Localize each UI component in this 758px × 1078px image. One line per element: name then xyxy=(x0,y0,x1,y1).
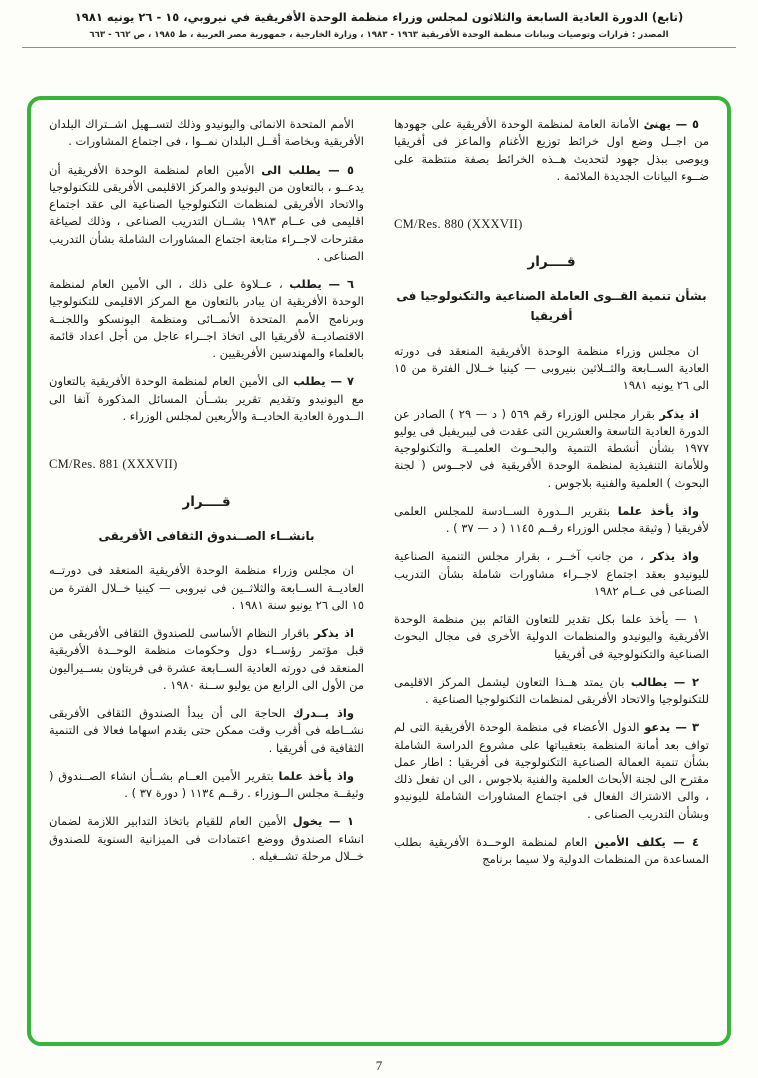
text-run: بشأن تنمية القــوى العاملة الصناعية والتكنولوجيا فى أفريقيا xyxy=(396,289,707,324)
page-header xyxy=(22,8,736,48)
text-run: بتقرير الأمين العــام بشــأن انشاء الصــندوق ( وثيقــة مجلس الــوزراء . رقــم ١١٣٤ ( دورة ٣٧ ) . xyxy=(49,768,364,801)
text-run: الحاجة الى أن يبدأ الصندوق الثقافى الأفريقى نشــاطه فى أقرب وقت ممكن حتى يقدم اسهاما فعالا فى التنمية الثقافية فى أفريقيا . xyxy=(49,706,364,755)
resolution-title xyxy=(49,492,364,512)
header-source-citation: المصدر : قرارات وتوصيات وبيانات منظمة الوحدة الأفريقية ١٩٦٣ - ١٩٨٣ ، وزارة الخارجية ، جمهورية مصر العربية ، ط ١٩٨٥ ، ص ٦٦٢ - ٦٦٣ xyxy=(89,30,669,41)
text-run: الى الأمين العام لمنظمة الوحدة الأفريقية بالتعاون مع اليونيدو وتقديم تقرير بشــأن المسائل المذكورة آنفا الى الــدورة العادية الحاديــة والأربعين لمجلس الوزراء . xyxy=(49,374,364,423)
paragraph xyxy=(394,406,709,492)
paragraph-lead: ٧ — يطلب xyxy=(293,374,355,389)
paragraph xyxy=(394,611,709,663)
paragraph xyxy=(49,116,364,151)
paragraph xyxy=(394,116,709,185)
text-run: ، من جانب آخــر ، بقرار مجلس التنمية الصناعية لليونيدو بعقد اجتماع لاجــراء مشاورات شاملة بشأن التدريب الصناعى فى عــام ١٩٨٢ xyxy=(394,549,709,598)
paragraph-lead: ٥ — يهنئ xyxy=(643,117,700,131)
paragraph-lead: ٣ — يدعو xyxy=(644,720,699,735)
paragraph xyxy=(49,562,364,614)
text-columns xyxy=(49,116,709,1032)
paragraph-lead: اذ يذكر xyxy=(659,406,700,421)
text-run: ١ — يأخذ علما بكل تقدير للتعاون القائم بين منظمة الوحدة الأفريقية واليونيدو والمنظمات الدولية الأخرى فى مجال البحوث الصناعية والتكنولوجية فى أفريقيا xyxy=(394,612,709,661)
text-run: بانشــاء الصــندوق الثقافى الأفريقى xyxy=(98,529,315,543)
text-run: باقرار النظام الأساسى للصندوق الثقافى الأفريقى من قبل مؤتمر رؤســاء دول وحكومات منظمة الوحــدة الأفريقية المنعقد فى دورته العادية الســابعة عشرة فى فريتاون بســيراليون من الأول الى الرابع من يوليو ســنة ١٩٨٠ . xyxy=(49,626,364,692)
text-run: ، عــلاوة على ذلك ، الى الأمين العام لمنظمة الوحدة الأفريقية ان يبادر بالتعاون مع المركز الاقليمى للتكنولوجيا وبرنامج الأمم المتحدة الأنمــائى ومنظمة اليونسكو واللجنــة الاقتصاديــة لأفريقيا الى اتخاذ اجــراء عاجل من أجل اعداد قائمة بالعلماء والمهندسين الأفريقيين . xyxy=(49,277,364,360)
paragraph-lead: ٢ — يطالب xyxy=(630,674,699,689)
text-run: العام لمنظمة الوحــدة الأفريقية بطلب المساعدة من المنظمات الدولية ولا سيما برنامج xyxy=(394,834,709,867)
text-run: ان مجلس وزراء منظمة الوحدة الأفريقية المنعقد فى دورته العادية الســابعة والثــلاثين بنيروبى — كينيا خــلال الفترة من ١٥ الى ٢٦ يونيه ١٩٨١ xyxy=(394,343,709,393)
text-run: بتقرير الــدورة الســادسة للمجلس العلمى لأفريقيا ( وثيقة مجلس الوزراء رقــم ١١٤٥ ( د — ٣٧ ) . xyxy=(394,503,709,536)
resolution-subtitle xyxy=(49,526,364,546)
text-run: الأمين العام لمنظمة الوحدة الأفريقية أن يدعــو ، بالتعاون من اليونيدو والمركز الاقليمى الأفريقى للتكنولوجيا والاتحاد الأفريقى لمنظمات التكنولوجيا الصناعية الى عقد اجتماع اقليمى فى عــام ١٩٨٣ بشــان التدريب الصناعى ، وذلك لصياغة مقترحات لاجــراء متابعة اجتماع المشاورات الشاملة بشأن التدريب الصناعى . xyxy=(49,162,364,263)
paragraph-lead: اذ يذكر xyxy=(314,626,354,641)
paragraph-lead: واذ يأخذ علما xyxy=(617,503,699,518)
column-left xyxy=(49,116,364,1032)
resolution-title xyxy=(394,252,709,272)
paragraph xyxy=(49,813,364,865)
paragraph xyxy=(49,276,364,362)
paragraph xyxy=(394,674,709,709)
text-run: قــــرار xyxy=(527,253,576,270)
text-run: قــــرار xyxy=(182,493,231,510)
text-run: CM/Res. 880 (XXXVII) xyxy=(394,217,523,231)
text-run: الأمين العام للقيام باتخاذ التدابير اللازمة لضمان انشاء الصندوق ووضع اعتمادات فى الميزانية السنوية للصندوق خــلال مرحلة تشــغيله . xyxy=(49,814,364,863)
paragraph xyxy=(394,548,709,600)
paragraph-lead: واذ يــدرك xyxy=(293,706,355,721)
page-number: 7 xyxy=(375,1058,383,1073)
green-border-frame xyxy=(27,96,731,1046)
paragraph-lead: ٦ — يطلب xyxy=(289,277,354,291)
paragraph-lead: ١ — يخول xyxy=(292,814,354,829)
paragraph xyxy=(394,834,709,869)
paragraph xyxy=(49,625,364,694)
column-right xyxy=(394,116,709,1032)
paragraph xyxy=(49,768,364,803)
resolution-ref xyxy=(49,455,364,474)
paragraph xyxy=(394,503,709,538)
paragraph xyxy=(49,162,364,266)
header-session-title: (تابع) الدورة العادية السابعة والثلاثون لمجلس وزراء منظمة الوحدة الأفريقية في نيروبي، ١٥ - ٢٦ يونيه ١٩٨١ xyxy=(74,10,684,24)
text-run: بان يمتد هــذا التعاون ليشمل المركز الاقليمى للتكنولوجيا والاتحاد الأفريقى لمنظمات التكنولوجيا الصناعية . xyxy=(394,674,709,707)
paragraph-lead: واذ يذكر xyxy=(650,549,699,564)
paragraph xyxy=(49,705,364,757)
text-run: بقرار مجلس الوزراء رقم ٥٦٩ ( د — ٢٩ ) الصادر عن الدورة العادية التاسعة والعشرين التى عقدت فى ليبريفيل فى يوليو ١٩٧٧ بشأن أنشطة التنمية والبحــوث العلميــة والتكنولوجية وللأمانة التنفيذية لمنظمة الوحدة الأفريقية فى لاجــوس ( لجنة البحوث ) العلمية والفنية بلاجوس . xyxy=(394,406,709,490)
text-run: الأمم المتحدة الانمائى واليونيدو وذلك لتســهيل اشــتراك البلدان الأفريقية وبخاصة أقــل البلدان نمــوا ، فى اجتماع المشاورات . xyxy=(49,117,364,149)
paragraph xyxy=(49,373,364,425)
paragraph xyxy=(394,343,709,395)
paragraph-lead: ٥ — يطلب الى xyxy=(261,162,355,177)
text-run: ان مجلس وزراء منظمة الوحدة الأفريقية المنعقد فى دورتــه العاديــة الســابعة والثلاثــين فى نيروبى — كينيا خــلال الفترة من ١٥ الى ٢٦ يونيو سنة ١٩٨١ . xyxy=(49,563,364,612)
text-run: الدول الأعضاء فى منظمة الوحدة الأفريقية التى لم تواف بعد أمانة المنظمة بتعقيباتها على مشروع الدراسة الشاملة بشأن تنمية العمالة الصناعية التكنولوجية فى أفريقيا : اطار عمل مقترح الى لجنة الأبحاث العلمية والفنية بلاجوس ، الى ان تفعل ذلك ، والى الاشتراك الفعال فى اجتماع المشاورات الشاملة لليونيدو وبشأن التدريب الصناعى . xyxy=(394,720,709,821)
paragraph-lead: واذ يأخذ علما xyxy=(278,768,354,783)
text-run: CM/Res. 881 (XXXVII) xyxy=(49,457,178,471)
text-run: الأمانة العامة لمنظمة الوحدة الأفريقية على جهودها من اجــل وضع اول خرائط توزيع الأغنام والماعز فى أفريقيا ويوصى ببذل جهود لتحديث هــذه الخرائط بصفة منتظمة على ضــوء البيانات الجديدة الملائمة . xyxy=(394,117,709,183)
resolution-ref xyxy=(394,215,709,234)
paragraph xyxy=(394,719,709,823)
paragraph-lead: ٤ — يكلف الأمين xyxy=(594,834,699,849)
resolution-subtitle xyxy=(394,286,709,327)
